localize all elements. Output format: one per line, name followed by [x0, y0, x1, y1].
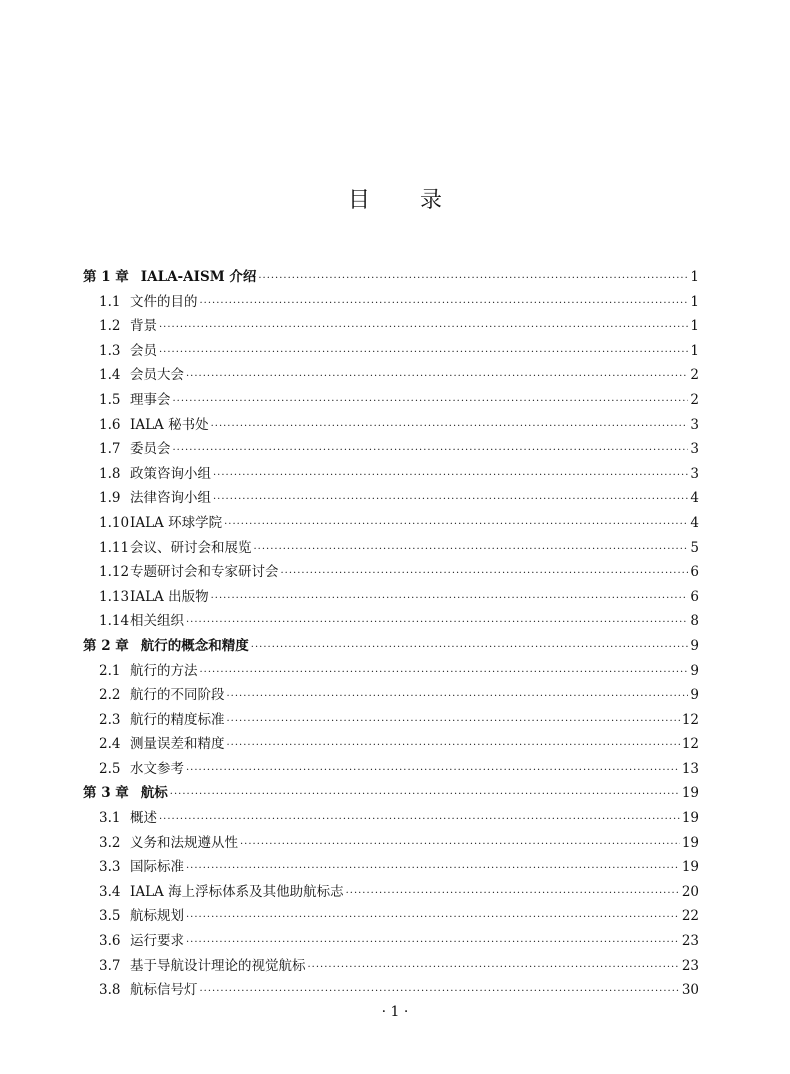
toc-entry-title: 专题研讨会和专家研讨会 [130, 564, 279, 581]
toc-entry-title: 义务和法规遵从性 [130, 834, 238, 851]
toc-entry-page: 1 [690, 318, 699, 335]
toc-entry-page: 9 [690, 637, 699, 654]
toc-chapter-entry[interactable] [83, 634, 699, 659]
toc-leader-dots [281, 562, 689, 587]
toc-entry-number: 3.7 [99, 957, 121, 974]
toc-leader-dots [200, 980, 680, 1005]
toc-entry-page: 1 [690, 269, 699, 285]
toc-leader-dots [213, 488, 688, 513]
toc-entry-title: 基于导航设计理论的视觉航标 [130, 957, 306, 974]
toc-entry-number: 1.10 [99, 514, 130, 531]
toc-section-entry[interactable] [83, 339, 699, 364]
toc-entry-title: 文件的目的 [130, 293, 198, 310]
toc-entry-number: 1.9 [99, 490, 121, 507]
toc-entry-title: 航行的不同阶段 [130, 687, 225, 704]
toc-section-entry[interactable] [83, 806, 699, 831]
toc-entry-page: 3 [690, 465, 699, 482]
toc-entry-page: 19 [681, 859, 699, 876]
toc-entry-page: 19 [681, 834, 699, 851]
toc-entry-number: 第 2 章 [83, 637, 129, 654]
toc-entry-number: 2.2 [99, 687, 121, 704]
toc-entry-page: 3 [690, 416, 699, 433]
toc-entry-title: 理事会 [130, 391, 171, 408]
toc-leader-dots [186, 906, 680, 931]
toc-entry-page: 4 [690, 514, 699, 531]
toc-entry-title: 航行的概念和精度 [140, 637, 249, 654]
toc-entry-page: 12 [681, 736, 699, 753]
toc-entry-title: 会议、研讨会和展览 [130, 539, 252, 556]
toc-leader-dots [258, 267, 688, 292]
toc-entry-number: 1.6 [99, 416, 121, 433]
toc-entry-page: 2 [690, 367, 699, 384]
toc-entry-page: 8 [690, 613, 699, 630]
toc-entry-number: 1.7 [99, 441, 121, 458]
toc-section-entry[interactable] [83, 388, 699, 413]
toc-entry-page: 6 [690, 564, 699, 581]
toc-entry-page: 30 [681, 982, 699, 999]
toc-entry-title: 背景 [130, 318, 157, 335]
toc-leader-dots [186, 759, 680, 784]
toc-entry-number: 2.4 [99, 736, 121, 753]
toc-leader-dots [227, 734, 680, 759]
toc-entry-title: 相关组织 [130, 613, 184, 630]
toc-entry-number: 3.2 [99, 834, 121, 851]
toc-entry-page: 5 [690, 539, 699, 556]
toc-entry-title: IALA 出版物 [130, 588, 209, 605]
toc-entry-number: 3.4 [99, 883, 121, 900]
toc-section-entry[interactable] [83, 954, 699, 979]
toc-entry-number: 第 3 章 [83, 785, 129, 802]
toc-entry-title: 委员会 [130, 441, 171, 458]
toc-entry-number: 1.5 [99, 391, 121, 408]
toc-section-entry[interactable] [83, 462, 699, 487]
toc-section-entry[interactable] [83, 363, 699, 388]
toc-entry-title: 水文参考 [130, 760, 184, 777]
toc-leader-dots [308, 956, 680, 981]
toc-leader-dots [227, 685, 689, 710]
toc-leader-dots [213, 464, 688, 489]
toc-entry-page: 3 [690, 441, 699, 458]
page-number: · 1 · [381, 1004, 409, 1020]
toc-leader-dots [200, 661, 689, 686]
toc-entry-page: 2 [690, 391, 699, 408]
toc-entry-number: 2.1 [99, 662, 121, 679]
toc-leader-dots [224, 513, 688, 538]
toc-entry-page: 12 [681, 711, 699, 728]
toc-chapter-entry[interactable] [83, 781, 699, 806]
toc-leader-dots [251, 636, 689, 661]
toc-entry-page: 19 [681, 810, 699, 827]
toc-entry-title: 会员 [130, 342, 157, 359]
toc-entry-page: 23 [681, 957, 699, 974]
toc-entry-page: 1 [690, 342, 699, 359]
toc-entry-page: 20 [681, 883, 699, 900]
toc-leader-dots [200, 292, 689, 317]
toc-section-entry[interactable] [83, 659, 699, 684]
toc-leader-dots [211, 587, 689, 612]
toc-section-entry[interactable] [83, 708, 699, 733]
toc-section-entry[interactable] [83, 855, 699, 880]
toc-section-entry[interactable] [83, 904, 699, 929]
toc-leader-dots [211, 415, 689, 440]
page-title [0, 183, 790, 214]
toc-entry-page: 9 [690, 662, 699, 679]
toc-entry-number: 1.3 [99, 342, 121, 359]
toc-section-entry[interactable] [83, 536, 699, 561]
toc-entry-page: 1 [690, 293, 699, 310]
toc-entry-title: 航行的方法 [130, 662, 198, 679]
toc-entry-page: 22 [681, 908, 699, 925]
title-char-1: 目 [347, 188, 370, 213]
toc-chapter-entry[interactable] [83, 265, 699, 290]
toc-entry-number: 3.5 [99, 908, 121, 925]
toc-entry-title: 测量误差和精度 [130, 736, 225, 753]
toc-entry-number: 1.8 [99, 465, 121, 482]
toc-entry-title: 国际标准 [130, 859, 184, 876]
toc-section-entry[interactable] [83, 978, 699, 1003]
toc-entry-title: IALA 秘书处 [130, 416, 209, 433]
toc-leader-dots [173, 390, 689, 415]
toc-section-entry[interactable] [83, 560, 699, 585]
table-of-contents [83, 265, 699, 1003]
toc-entry-number: 1.1 [99, 293, 121, 310]
toc-entry-title: 政策咨询小组 [130, 465, 211, 482]
toc-section-entry[interactable] [83, 609, 699, 634]
toc-leader-dots [186, 611, 688, 636]
toc-section-entry[interactable] [83, 732, 699, 757]
toc-entry-title: 航标规划 [130, 908, 184, 925]
toc-leader-dots [159, 808, 680, 833]
toc-entry-title: 航行的精度标准 [130, 711, 225, 728]
toc-entry-number: 2.5 [99, 760, 121, 777]
toc-entry-page: 4 [690, 490, 699, 507]
toc-entry-page: 23 [681, 933, 699, 950]
toc-entry-title: IALA 环球学院 [130, 514, 223, 531]
toc-entry-title: IALA-AISM 介绍 [140, 269, 257, 285]
toc-leader-dots [254, 538, 689, 563]
toc-entry-number: 3.8 [99, 982, 121, 999]
toc-entry-number: 第 1 章 [83, 269, 129, 285]
toc-section-entry[interactable] [83, 585, 699, 610]
toc-entry-page: 9 [690, 687, 699, 704]
toc-entry-number: 1.14 [99, 613, 130, 630]
toc-section-entry[interactable] [83, 831, 699, 856]
toc-section-entry[interactable] [83, 413, 699, 438]
toc-entry-title: 概述 [130, 810, 157, 827]
toc-leader-dots [346, 882, 680, 907]
toc-section-entry[interactable] [83, 880, 699, 905]
toc-entry-number: 3.3 [99, 859, 121, 876]
toc-leader-dots [186, 857, 680, 882]
toc-section-entry[interactable] [83, 486, 699, 511]
toc-section-entry[interactable] [83, 511, 699, 536]
toc-entry-page: 19 [681, 785, 699, 802]
toc-leader-dots [159, 316, 688, 341]
toc-leader-dots [227, 710, 680, 735]
toc-entry-number: 1.12 [99, 564, 130, 581]
toc-leader-dots [186, 365, 688, 390]
toc-leader-dots [240, 833, 680, 858]
toc-entry-page: 13 [681, 760, 699, 777]
toc-entry-number: 3.1 [99, 810, 121, 827]
toc-section-entry[interactable] [83, 314, 699, 339]
toc-entry-number: 1.4 [99, 367, 121, 384]
toc-entry-title: 航标信号灯 [130, 982, 198, 999]
toc-entry-number: 1.13 [99, 588, 130, 605]
toc-entry-title: 航标 [140, 785, 168, 802]
toc-entry-number: 3.6 [99, 933, 121, 950]
toc-section-entry[interactable] [83, 437, 699, 462]
toc-section-entry[interactable] [83, 929, 699, 954]
title-char-2: 录 [420, 188, 443, 213]
toc-section-entry[interactable] [83, 757, 699, 782]
toc-section-entry[interactable] [83, 683, 699, 708]
toc-entry-page: 6 [690, 588, 699, 605]
toc-entry-title: 运行要求 [130, 933, 184, 950]
toc-entry-title: 会员大会 [130, 367, 184, 384]
toc-leader-dots [170, 783, 680, 808]
toc-entry-title: 法律咨询小组 [130, 490, 211, 507]
toc-entry-title: IALA 海上浮标体系及其他助航标志 [130, 883, 344, 900]
toc-leader-dots [173, 439, 689, 464]
toc-section-entry[interactable] [83, 290, 699, 315]
toc-leader-dots [159, 341, 688, 366]
toc-leader-dots [186, 931, 680, 956]
toc-entry-number: 1.2 [99, 318, 121, 335]
toc-entry-number: 1.11 [99, 539, 130, 556]
toc-entry-number: 2.3 [99, 711, 121, 728]
